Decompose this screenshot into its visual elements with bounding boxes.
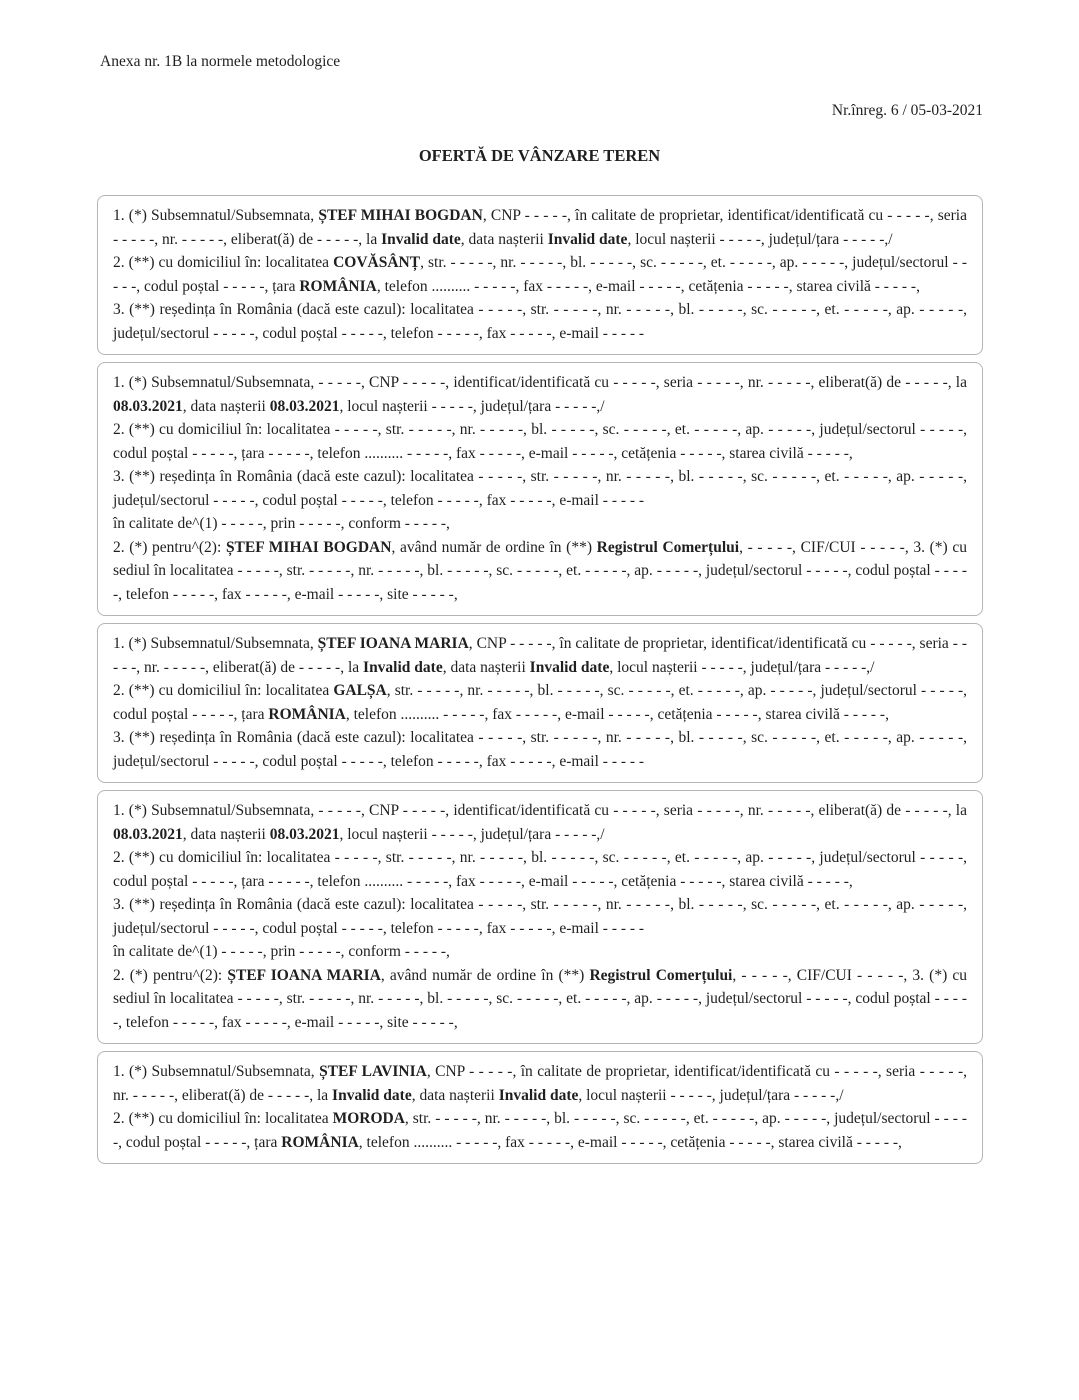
offer-paragraph	[113, 371, 967, 418]
field-value-bold: Invalid date	[529, 658, 610, 676]
field-value-bold: Invalid date	[332, 1086, 412, 1104]
paragraph-text: , având număr de ordine în (**)	[380, 966, 590, 984]
offer-paragraph	[113, 1060, 967, 1107]
paragraph-text: , CNP - - - - -, în calitate de proprietar, identificat/identificată cu - - - - -, seria - - - - -, nr. - - - - -, eliberat(ă) de - - - - -, la	[113, 1063, 967, 1104]
offer-paragraph	[113, 298, 967, 345]
paragraph-text: 3. (**) reședința în România (dacă este cazul): localitatea - - - - -, str. - - - - -, nr. - - - - -, bl. - - - - -, sc. - - - - -, et. - - - - -, ap. - - - - -, județul/sectorul - - - - -, codul poștal - - - - -, telefon - - - - -, fax - - - - -, e-mail - - - - -	[113, 729, 967, 770]
paragraph-text: 1. (*) Subsemnatul/Subsemnata, - - - - -, CNP - - - - -, identificat/identificată cu - - - - -, seria - - - - -, nr. - - - - -, eliberat(ă) de - - - - -, la	[113, 374, 967, 391]
field-value-bold: GALȘA	[333, 682, 387, 699]
paragraph-text: 3. (**) reședința în România (dacă este cazul): localitatea - - - - -, str. - - - - -, nr. - - - - -, bl. - - - - -, sc. - - - - -, et. - - - - -, ap. - - - - -, județul/sectorul - - - - -, codul poștal - - - - -, telefon - - - - -, fax - - - - -, e-mail - - - - -	[113, 301, 967, 342]
paragraph-text: 1. (*) Subsemnatul/Subsemnata,	[113, 635, 318, 652]
offer-paragraph	[113, 964, 967, 1035]
field-value-bold: Registrul Comerțului	[596, 538, 740, 556]
paragraph-text: 2. (**) cu domiciliul în: localitatea	[113, 682, 334, 699]
paragraph-text: , locul nașterii - - - - -, județul/țara - - - - -,/	[609, 658, 875, 676]
field-value-bold: ȘTEF MIHAI BOGDAN	[225, 538, 392, 556]
field-value-bold: MORODA	[332, 1110, 405, 1127]
offer-box-2	[97, 362, 983, 616]
page-title: OFERTĂ DE VÂNZARE TEREN	[418, 146, 661, 165]
registration-number: Nr.înreg. 6 / 05-03-2021	[831, 102, 983, 119]
annex-note: Anexa nr. 1B la normele metodologice	[100, 53, 341, 70]
field-value-bold: COVĂSÂNȚ	[333, 254, 421, 271]
paragraph-text: , locul nașterii - - - - -, județul/țara - - - - -,/	[627, 230, 893, 248]
paragraph-text: , data nașterii	[182, 825, 270, 843]
offer-box-4	[97, 790, 983, 1044]
paragraph-text: , locul nașterii - - - - -, județul/țara - - - - -,/	[339, 825, 605, 843]
offer-paragraph	[113, 846, 967, 893]
paragraph-text: 2. (**) cu domiciliul în: localitatea	[113, 1110, 333, 1127]
paragraph-text: , data nașterii	[182, 397, 270, 415]
field-value-bold: ȘTEF LAVINIA	[319, 1063, 427, 1080]
paragraph-text: , CNP - - - - -, în calitate de proprietar, identificat/identificată cu - - - - -, seria - - - - -, nr. - - - - -, eliberat(ă) de - - - - -, la	[113, 635, 967, 676]
offer-paragraph	[113, 512, 967, 536]
field-value-bold: ROMÂNIA	[281, 1133, 359, 1151]
offer-paragraph	[113, 465, 967, 512]
paragraph-text: , telefon .......... - - - - -, fax - - - - -, e-mail - - - - -, cetățenia - - - - -, starea civilă - - - - -,	[376, 277, 920, 295]
offer-paragraph	[113, 679, 967, 726]
offer-paragraph	[113, 893, 967, 940]
field-value-bold: ȘTEF IOANA MARIA	[227, 966, 381, 984]
paragraph-text: 3. (**) reședința în România (dacă este cazul): localitatea - - - - -, str. - - - - -, nr. - - - - -, bl. - - - - -, sc. - - - - -, et. - - - - -, ap. - - - - -, județul/sectorul - - - - -, codul poștal - - - - -, telefon - - - - -, fax - - - - -, e-mail - - - - -	[113, 896, 967, 937]
field-value-bold: ȘTEF IOANA MARIA	[317, 635, 469, 652]
paragraph-text: 2. (**) cu domiciliul în: localitatea - - - - -, str. - - - - -, nr. - - - - -, bl. - - - - -, sc. - - - - -, et. - - - - -, ap. - - - - -, județul/sectorul - - - - -, codul poștal - - - - -, țara - - - - -, telefon .......... - - - - -, fax - - - - -, e-mail - - - - -, cetățenia - - - - -, starea civilă - - - - -,	[113, 849, 967, 890]
paragraph-text: 2. (*) pentru^(2):	[113, 538, 226, 556]
paragraph-text: , data nașterii	[460, 230, 548, 248]
paragraph-text: 3. (**) reședința în România (dacă este cazul): localitatea - - - - -, str. - - - - -, nr. - - - - -, bl. - - - - -, sc. - - - - -, et. - - - - -, ap. - - - - -, județul/sectorul - - - - -, codul poștal - - - - -, telefon - - - - -, fax - - - - -, e-mail - - - - -	[113, 468, 967, 509]
paragraph-text: 2. (*) pentru^(2):	[113, 966, 228, 984]
paragraph-text: , str. - - - - -, nr. - - - - -, bl. - - - - -, sc. - - - - -, et. - - - - -, ap. - - - - -, județul/sectorul - - - - -, codul poștal - - - - -, țara	[113, 682, 968, 723]
paragraph-text: în calitate de^(1) - - - - -, prin - - - - -, conform - - - - -,	[113, 943, 450, 960]
field-value-bold: Invalid date	[381, 230, 461, 248]
paragraph-text: , - - - - -, CIF/CUI - - - - -, 3. (*) cu sediul în localitatea - - - - -, str. - - - - -, nr. - - - - -, bl. - - - - -, sc. - - - - -, et. - - - - -, ap. - - - - -, județul/sectorul - - - - -, codul poștal - - - - -, telefon - - - - -, fax - - - - -, e-mail - - - - -, site - - - - -,	[113, 966, 968, 1031]
paragraph-text: 2. (**) cu domiciliul în: localitatea	[113, 254, 334, 271]
offer-paragraph	[113, 632, 967, 679]
field-value-bold: 08.03.2021	[269, 825, 340, 843]
paragraph-text: în calitate de^(1) - - - - -, prin - - - - -, conform - - - - -,	[113, 515, 450, 532]
offer-paragraph	[113, 536, 967, 607]
paragraph-text: , data nașterii	[442, 658, 530, 676]
paragraph-text: 1. (*) Subsemnatul/Subsemnata, - - - - -, CNP - - - - -, identificat/identificată cu - - - - -, seria - - - - -, nr. - - - - -, eliberat(ă) de - - - - -, la	[113, 802, 967, 819]
field-value-bold: ȘTEF MIHAI BOGDAN	[318, 207, 483, 224]
offer-paragraph	[113, 1107, 967, 1154]
field-value-bold: 08.03.2021	[113, 397, 183, 415]
offer-paragraph	[113, 799, 967, 846]
paragraph-text: , locul nașterii - - - - -, județul/țara - - - - -,/	[339, 397, 605, 415]
paragraph-text: , având număr de ordine în (**)	[391, 538, 597, 556]
offer-paragraph	[113, 940, 967, 964]
paragraph-text: 1. (*) Subsemnatul/Subsemnata,	[113, 1063, 320, 1080]
offer-paragraph	[113, 204, 967, 251]
paragraph-text: , - - - - -, CIF/CUI - - - - -, 3. (*) cu sediul în localitatea - - - - -, str. - - - - -, nr. - - - - -, bl. - - - - -, sc. - - - - -, et. - - - - -, ap. - - - - -, județul/sectorul - - - - -, codul poștal - - - - -, telefon - - - - -, fax - - - - -, e-mail - - - - -, site - - - - -,	[113, 538, 968, 603]
paragraph-text: , locul nașterii - - - - -, județul/țara - - - - -,/	[578, 1086, 844, 1104]
offer-boxes	[97, 195, 983, 1171]
paragraph-text: , str. - - - - -, nr. - - - - -, bl. - - - - -, sc. - - - - -, et. - - - - -, ap. - - - - -, județul/sectorul - - - - -, codul poștal - - - - -, țara	[113, 1110, 967, 1151]
paragraph-text: , telefon .......... - - - - -, fax - - - - -, e-mail - - - - -, cetățenia - - - - -, starea civilă - - - - -,	[345, 705, 889, 723]
offer-box-1	[97, 195, 983, 355]
field-value-bold: Registrul Comerțului	[589, 966, 733, 984]
field-value-bold: Invalid date	[547, 230, 628, 248]
paragraph-text: 2. (**) cu domiciliul în: localitatea - - - - -, str. - - - - -, nr. - - - - -, bl. - - - - -, sc. - - - - -, et. - - - - -, ap. - - - - -, județul/sectorul - - - - -, codul poștal - - - - -, țara - - - - -, telefon .......... - - - - -, fax - - - - -, e-mail - - - - -, cetățenia - - - - -, starea civilă - - - - -,	[113, 421, 967, 462]
paragraph-text: , str. - - - - -, nr. - - - - -, bl. - - - - -, sc. - - - - -, et. - - - - -, ap. - - - - -, județul/sectorul - - - - -, codul poștal - - - - -, țara	[113, 254, 968, 295]
offer-paragraph	[113, 418, 967, 465]
field-value-bold: ROMÂNIA	[268, 705, 346, 723]
paragraph-text: , telefon .......... - - - - -, fax - - - - -, e-mail - - - - -, cetățenia - - - - -, starea civilă - - - - -,	[358, 1133, 902, 1151]
field-value-bold: Invalid date	[498, 1086, 579, 1104]
offer-paragraph	[113, 726, 967, 773]
paragraph-text: 1. (*) Subsemnatul/Subsemnata,	[113, 207, 319, 224]
paragraph-text: , CNP - - - - -, în calitate de proprietar, identificat/identificată cu - - - - -, seria - - - - -, nr. - - - - -, eliberat(ă) de - - - - -, la	[113, 207, 967, 248]
offer-box-5	[97, 1051, 983, 1164]
offer-paragraph	[113, 251, 967, 298]
field-value-bold: 08.03.2021	[269, 397, 340, 415]
field-value-bold: ROMÂNIA	[299, 277, 377, 295]
offer-box-3	[97, 623, 983, 783]
paragraph-text: , data nașterii	[411, 1086, 499, 1104]
field-value-bold: Invalid date	[363, 658, 443, 676]
field-value-bold: 08.03.2021	[113, 825, 183, 843]
